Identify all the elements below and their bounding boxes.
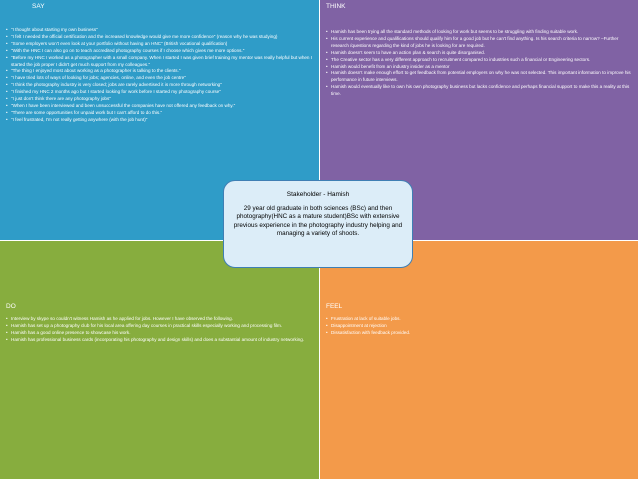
list-item: • "I felt I needed the official certification and the increased knowledge would give me more confidence" (reason why he was studying) xyxy=(6,34,313,41)
list-item: • Hamish has set up a photography club for his local area offering day courses in practical skills especially working and processing film. xyxy=(6,323,313,330)
stakeholder-description: 29 year old graduate in both sciences (BSc) and then photography(HNC as a mature student)BSc with extensive previous experience in the photography industry helping and managing a variety of shoots. xyxy=(233,205,403,238)
list-item: • Hamish would eventually like to own his own photography business but lacks confidence and perhaps financial support to make this a reality at this time. xyxy=(326,84,632,98)
list-item: • "With the HNC I can also go on to teach accredited photography courses if I choose which gives me more options." xyxy=(6,48,313,55)
list-item: • "I thought about starting my own business" xyxy=(6,27,313,34)
list-item: • "I think the photography industry is very closed; jobs are rarely advertised it is more through networking" xyxy=(6,82,313,89)
list-item: • Hamish has professional business cards (incorporating his photography and design skills) and does a substantial amount of industry networking. xyxy=(6,337,313,344)
list-item: • His current experience and qualifications should qualify him for a good job but he can't find anything. Is his search criteria to narrow? –Further research /questions regarding the kind of jobs he is looking for are required. xyxy=(326,36,632,50)
list-item: • Hamish has been trying all the standard methods of looking for work but seems to be struggling with finding suitable work. xyxy=(326,29,632,36)
feel-title: FEEL xyxy=(326,303,343,310)
feel-quadrant xyxy=(320,241,638,479)
list-item: • "When I have been interviewed and been unsuccessful the companies have not offered any feedback on why." xyxy=(6,103,313,110)
say-title: SAY xyxy=(32,3,45,10)
list-item: • Hamish doesn't make enough effort to get feedback from potential employers on why he was not selected. This important information to improve his performance in future interviews. xyxy=(326,70,632,84)
list-item: • Hamish would benefit from an industry insider as a mentor xyxy=(326,64,632,71)
list-item: • Frustration at lack of suitable jobs. xyxy=(326,316,632,323)
think-title: THINK xyxy=(326,3,346,10)
stakeholder-title: Stakeholder - Hamish xyxy=(286,191,350,198)
stakeholder-box xyxy=(223,180,413,268)
do-title: DO xyxy=(6,303,16,310)
say-list xyxy=(6,27,313,124)
list-item: • "I have tried lots of ways of looking for jobs; agencies, online, and even the job centre" xyxy=(6,75,313,82)
feel-list xyxy=(326,316,632,337)
do-list xyxy=(6,316,313,344)
list-item: • "I finished my HNC 2 months ago but I started looking for work before I started my photography course" xyxy=(6,89,313,96)
list-item: • "The thing I enjoyed most about working as a photographer is talking to the clients." xyxy=(6,68,313,75)
list-item: • The Creative sector has a very different approach to recruitment compared to industries such a financial or Engineering sectors. xyxy=(326,57,632,64)
list-item: • Dissatisfaction with feedback provided. xyxy=(326,330,632,337)
list-item: • Interview by skype so couldn't witness Hamish as he applied for jobs. However I have observed the following. xyxy=(6,316,313,323)
list-item: • Disappointment at rejection xyxy=(326,323,632,330)
list-item: • "I feel frustrated, I'm not really getting anywhere (with the job hunt)" xyxy=(6,117,313,124)
list-item: • "I just don't think there are any photography jobs" xyxy=(6,96,313,103)
list-item: • "Some employers won't even look at your portfolio without having an HNC" (British vocational qualification) xyxy=(6,41,313,48)
think-list xyxy=(326,29,632,98)
do-quadrant xyxy=(0,241,319,479)
list-item: • "There are some opportunities for unpaid work but I can't afford to do this." xyxy=(6,110,313,117)
list-item: • Hamish has a good online presence to showcase his work. xyxy=(6,330,313,337)
list-item: • "Before my HNC I worked as a photographer with a small company. When I started I was given brief training my mentor was really helpful but when I started the job proper I didn't get much support from my colleagues." xyxy=(6,55,313,69)
list-item: • Hamish doesn't seem to have an action plan & search is quite disorganised. xyxy=(326,50,632,57)
